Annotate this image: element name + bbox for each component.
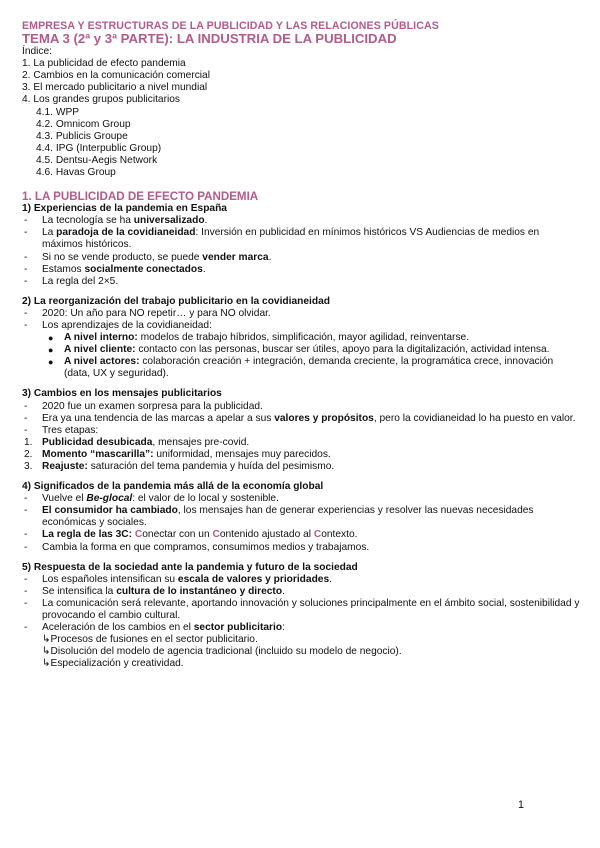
- list-item: - 2020 fue un examen sorpresa para la publicidad.: [24, 400, 263, 412]
- list-item: - 2020: Un año para NO repetir… y para NO olvidar.: [24, 307, 271, 319]
- index-item: 1. La publicidad de efecto pandemia: [22, 58, 186, 70]
- subsection-heading: 1) Experiencias de la pandemia en España: [22, 203, 227, 215]
- subsection-heading: 3) Cambios en los mensajes publicitarios: [22, 388, 222, 400]
- list-item: - Los españoles intensifican su escala de valores y prioridades.: [24, 573, 332, 585]
- index-subitem: 4.4. IPG (Interpublic Group): [36, 142, 162, 154]
- list-item: - Si no se vende producto, se puede vender marca.: [24, 251, 272, 263]
- numbered-item: 2. Momento “mascarilla”: uniformidad, mensajes muy parecidos.: [24, 448, 331, 460]
- list-item: - Tres etapas:: [24, 424, 99, 436]
- index-subitem: 4.1. WPP: [36, 106, 80, 118]
- list-item: - La paradoja de la covidianeidad: Inversión en publicidad en mínimos históricos VS Audiencias de medios en máximos históricos.: [24, 227, 540, 251]
- document-page: [22, 20, 582, 671]
- index-subitem: 4.2. Omnicom Group: [36, 118, 131, 130]
- list-item: - Vuelve el Be-glocal: el valor de lo local y sostenible.: [24, 493, 279, 505]
- list-item: - Los aprendizajes de la covidianeidad:: [24, 319, 212, 331]
- list-item: - Era ya una tendencia de las marcas a apelar a sus valores y propósitos, pero la covidianeidad lo ha puesto en valor.: [24, 412, 576, 424]
- index-item: 2. Cambios en la comunicación comercial: [22, 70, 210, 82]
- list-item: - Se intensifica la cultura de lo instantáneo y directo.: [24, 585, 285, 597]
- index-subitem: 4.5. Dentsu-Aegis Network: [36, 154, 158, 166]
- bullet-item: ● A nivel cliente: contacto con las personas, buscar ser útiles, apoyo para la digitalización, actividad intensa.: [48, 344, 550, 356]
- page-number: 1: [517, 799, 524, 811]
- list-item: - Cambia la forma en que compramos, consumimos medios y trabajamos.: [24, 541, 370, 553]
- section-title: 1. LA PUBLICIDAD DE EFECTO PANDEMIA: [22, 190, 259, 204]
- list-item: - La tecnología se ha universalizado.: [24, 215, 208, 227]
- subsection-heading: 2) La reorganización del trabajo publicitario en la covidianeidad: [22, 295, 330, 307]
- list-item: - La regla del 2×5.: [24, 275, 119, 287]
- sub-arrow-item: ↳Disolución del modelo de agencia tradicional (incluido su modelo de negocio).: [42, 646, 402, 658]
- list-item: - Aceleración de los cambios en el sector publicitario:: [24, 622, 285, 634]
- index-subitem: 4.3. Publicis Groupe: [36, 130, 128, 142]
- index-item: 4. Los grandes grupos publicitarios: [22, 94, 181, 106]
- subsection-heading: 4) Significados de la pandemia más allá de la economía global: [22, 481, 324, 493]
- list-item: - La comunicación será relevante, aportando innovación y soluciones principalmente en el ámbito social, sostenibilidad y provocando el cambio cultural.: [24, 597, 580, 622]
- bullet-item: ● A nivel actores: colaboración creación + integración, demanda creciente, la programática crece, innovación (data, UX y seguridad).: [48, 356, 554, 380]
- bullet-item: ● A nivel interno: modelos de trabajo híbridos, simplificación, mayor agilidad, reinventarse.: [48, 332, 470, 344]
- index: [22, 46, 582, 179]
- list-item: - Estamos socialmente conectados.: [24, 263, 206, 275]
- list-item: - La regla de las 3C: Conectar con un Contenido ajustado al Contexto.: [24, 529, 358, 541]
- sub-arrow-item: ↳Especialización y creatividad.: [42, 658, 184, 670]
- index-title: Índice:: [22, 46, 53, 58]
- course-title: EMPRESA Y ESTRUCTURAS DE LA PUBLICIDAD Y LAS RELACIONES PÚBLICAS: [22, 20, 439, 32]
- list-item: - El consumidor ha cambiado, los mensajes han de generar experiencias y resolver las nuevas necesidades económicas y sociales.: [24, 505, 534, 529]
- topic-title: TEMA 3 (2ª y 3ª PARTE): LA INDUSTRIA DE LA PUBLICIDAD: [22, 31, 397, 47]
- subsection-heading: 5) Respuesta de la sociedad ante la pandemia y futuro de la sociedad: [22, 561, 358, 573]
- sub-arrow-item: ↳Procesos de fusiones en el sector publicitario.: [42, 634, 258, 646]
- index-subitem: 4.6. Havas Group: [36, 167, 116, 179]
- index-item: 3. El mercado publicitario a nivel mundial: [22, 82, 208, 94]
- numbered-item: 3. Reajuste: saturación del tema pandemia y huída del pesimismo.: [24, 461, 335, 472]
- numbered-item: 1. Publicidad desubicada, mensajes pre-covid.: [24, 436, 250, 448]
